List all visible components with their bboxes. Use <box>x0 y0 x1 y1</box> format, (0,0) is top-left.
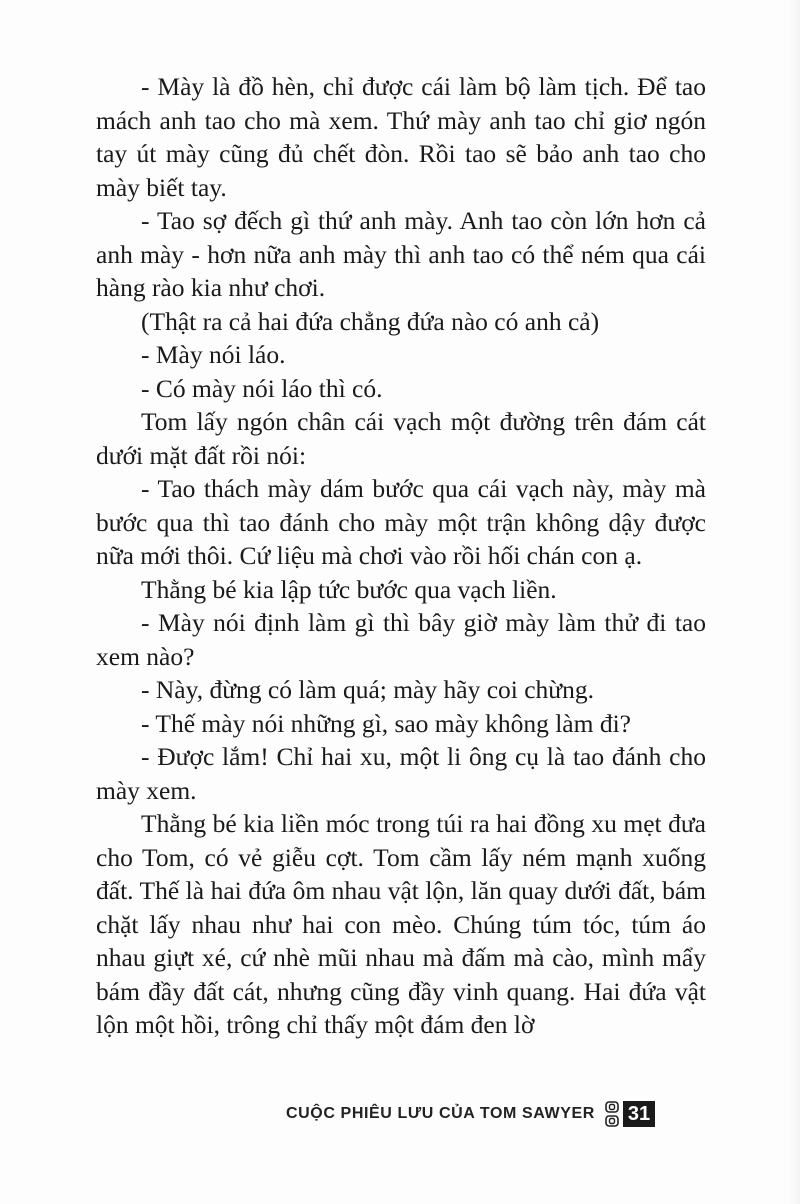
book-title: CUỘC PHIÊU LƯU CỦA TOM SAWYER <box>286 1105 595 1122</box>
paragraph-8: Thằng bé kia lập tức bước qua vạch liền. <box>141 574 557 604</box>
paragraph-9: - Mày nói định làm gì thì bây giờ mày làm thử đi tao xem nào? <box>96 608 706 671</box>
paragraph-7: - Tao thách mày dám bước qua cái vạch này, mày mà bước qua thì tao đánh cho mày một trận không dậy được nữa mới thôi. Cứ liệu mà chơi vào rồi hối chán con ạ. <box>96 474 706 570</box>
body-text <box>96 70 706 1042</box>
paragraph-6: Tom lấy ngón chân cái vạch một đường trên đám cát dưới mặt đất rồi nói: <box>96 407 706 470</box>
paragraph-2: - Tao sợ đếch gì thứ anh mày. Anh tao còn lớn hơn cả anh mày - hơn nữa anh mày thì anh tao có thể ném qua cái hàng rào kia như chơi. <box>96 206 706 302</box>
paragraph-13: Thằng bé kia liền móc trong túi ra hai đồng xu mẹt đưa cho Tom, có vẻ giễu cợt. Tom cầm lấy ném mạnh xuống đất. Thế là hai đứa ôm nhau vật lộn, lăn quay dưới đất, bám chặt lấy nhau như hai con mèo. Chúng túm tóc, túm áo nhau giựt xé, cứ nhè mũi nhau mà đấm mà cào, mình mẩy bám đầy đất cát, nhưng cũng đầy vinh quang. Hai đứa vật lộn một hồi, trông chỉ thấy một đám đen lờ <box>96 809 706 1039</box>
paragraph-10: - Này, đừng có làm quá; mày hãy coi chừng. <box>141 675 594 704</box>
paragraph-5: - Có mày nói láo thì có. <box>141 373 383 403</box>
page-number: 31 <box>623 1101 655 1127</box>
page-edge-shadow <box>788 0 800 1204</box>
double-ring-ornament-icon <box>605 1101 619 1127</box>
paragraph-4: - Mày nói láo. <box>141 340 286 369</box>
running-footer <box>286 1099 706 1129</box>
paragraph-3: (Thật ra cả hai đứa chẳng đứa nào có anh cả) <box>141 306 600 336</box>
paragraph-11: - Thế mày nói những gì, sao mày không làm đi? <box>141 708 631 738</box>
paragraph-1: - Mày là đồ hèn, chỉ được cái làm bộ làm tịch. Để tao mách anh tao cho mà xem. Thứ mày anh tao chỉ giơ ngón tay út mày cũng đủ chết đòn. Rồi tao sẽ bảo anh tao cho mày biết tay. <box>96 72 706 202</box>
paragraph-12: - Được lắm! Chỉ hai xu, một li ông cụ là tao đánh cho mày xem. <box>96 742 706 805</box>
